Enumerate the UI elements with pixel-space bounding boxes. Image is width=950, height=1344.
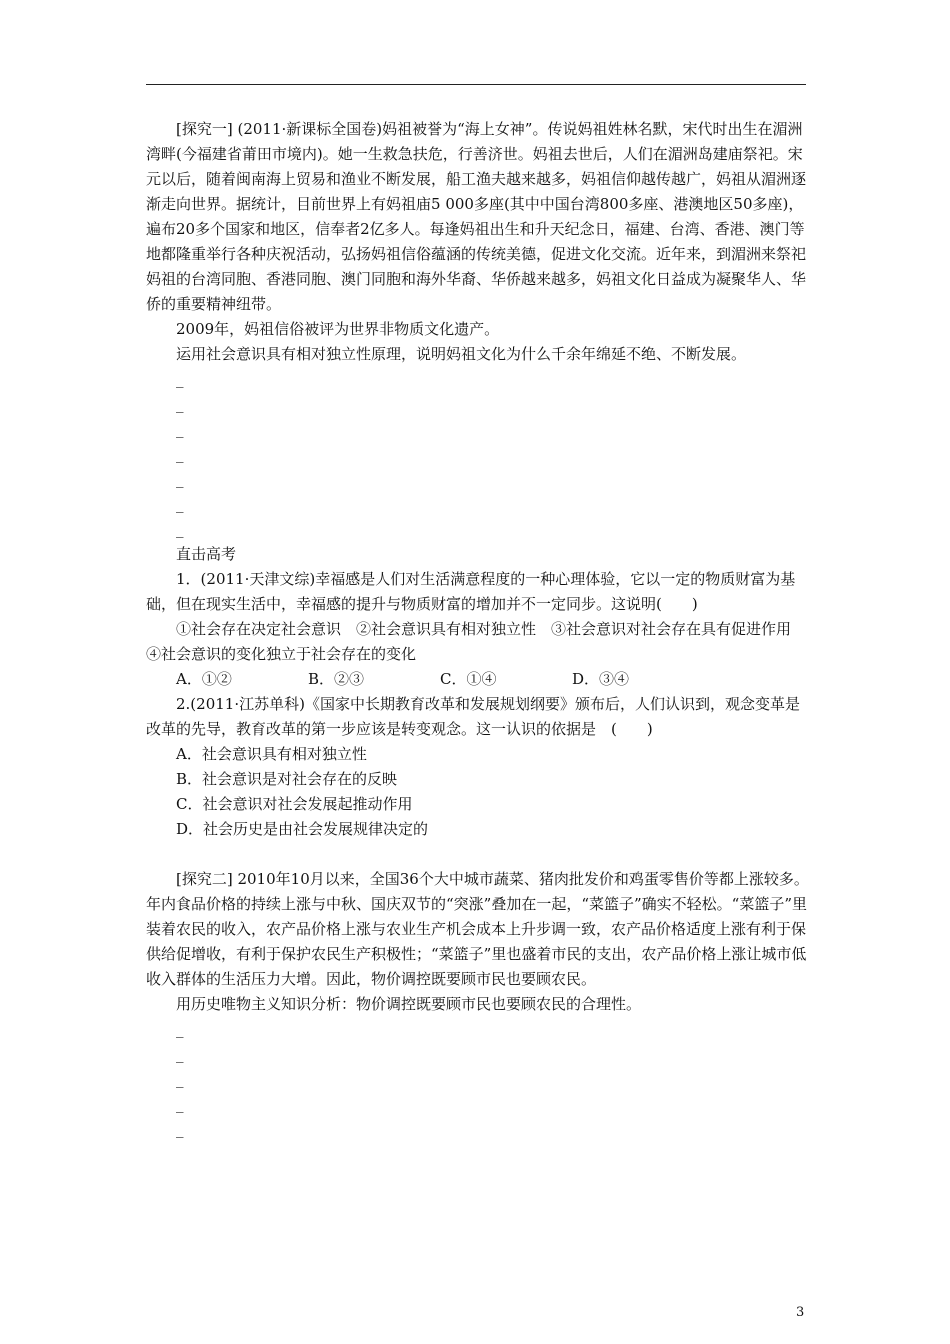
header-rule xyxy=(146,84,806,85)
q2-option-a[interactable]: A．社会意识具有相对独立性 xyxy=(176,745,367,763)
answer-blank[interactable]: _ xyxy=(176,520,184,538)
q2-option-c[interactable]: C．社会意识对社会发展起推动作用 xyxy=(176,795,413,813)
q1-option-a[interactable]: A．①② xyxy=(176,670,232,688)
answer-blank[interactable]: _ xyxy=(176,1070,184,1088)
q1-option-d[interactable]: D．③④ xyxy=(572,670,630,688)
answer-blank[interactable]: _ xyxy=(176,1020,184,1038)
inquiry2-paragraph: [探究二] 2010年10月以来，全国36个大中城市蔬菜、猪肉批发价和鸡蛋零售价等都上涨较多。年内食品价格的持续上涨与中秋、国庆双节的“突涨”叠加在一起，“菜篮子”确实不轻松。“菜篮子”里装着农民的收入，农产品价格上涨与农业生产机会成本上升步调一致，农产品价格适度上涨有利于保供给促增收，有利于保护农民生产积极性；“菜篮子”里也盛着市民的支出，农产品价格上涨让城市低收入群体的生活压力大增。因此，物价调控既要顾市民也要顾农民。 xyxy=(146,870,809,988)
answer-blank[interactable]: _ xyxy=(176,470,184,488)
inquiry1-line2: 2009年，妈祖信俗被评为世界非物质文化遗产。 xyxy=(176,320,500,338)
q1-option-c[interactable]: C．①④ xyxy=(440,670,497,688)
q1-statements: ①社会存在决定社会意识 ②社会意识具有相对独立性 ③社会意识对社会存在具有促进作用 ④社会意识的变化独立于社会存在的变化 xyxy=(146,620,807,663)
q2-option-d[interactable]: D．社会历史是由社会发展规律决定的 xyxy=(176,820,429,838)
q2-stem: 2.(2011·江苏单科)《国家中长期教育改革和发展规划纲要》颁布后，人们认识到，观念变革是改革的先导，教育改革的第一步应该是转变观念。这一认识的依据是 ( ) xyxy=(146,695,800,738)
answer-blank[interactable]: _ xyxy=(176,445,184,463)
answer-blank[interactable]: _ xyxy=(176,1095,184,1113)
spacer xyxy=(146,842,810,867)
inquiry1-question: 运用社会意识具有相对独立性原理，说明妈祖文化为什么千余年绵延不绝、不断发展。 xyxy=(176,345,747,363)
answer-blank[interactable]: _ xyxy=(176,370,184,388)
page-number: 3 xyxy=(796,1305,805,1320)
q2-option-b[interactable]: B．社会意识是对社会存在的反映 xyxy=(176,770,398,788)
answer-blank[interactable]: _ xyxy=(176,1120,184,1138)
answer-blank[interactable]: _ xyxy=(176,1045,184,1063)
section-title: 直击高考 xyxy=(176,545,237,563)
inquiry1-paragraph: [探究一] (2011·新课标全国卷)妈祖被誉为“海上女神”。传说妈祖姓林名默，宋代时出生在湄洲湾畔(今福建省莆田市境内)。她一生救急扶危，行善济世。妈祖去世后，人们在湄洲岛建庙祭祀。宋元以后，随着闽南海上贸易和渔业不断发展，船工渔夫越来越多，妈祖信仰越传越广，妈祖从湄洲逐渐走向世界。据统计，目前世界上有妈祖庙5 000多座(其中中国台湾800多座、港澳地区50多座)，遍布20多个国家和地区，信奉者2亿多人。每逢妈祖出生和升天纪念日，福建、台湾、香港、澳门等地都隆重举行各种庆祝活动，弘扬妈祖信俗蕴涵的传统美德，促进文化交流。近年来，到湄洲来祭祀妈祖的台湾同胞、香港同胞、澳门同胞和海外华裔、华侨越来越多，妈祖文化日益成为凝聚华人、华侨的重要精神纽带。 xyxy=(146,120,807,313)
document-body xyxy=(146,117,810,1142)
q1-stem: 1．(2011·天津文综)幸福感是人们对生活满意程度的一种心理体验，它以一定的物质财富为基础，但在现实生活中，幸福感的提升与物质财富的增加并不一定同步。这说明( ) xyxy=(146,570,796,613)
q1-option-b[interactable]: B．②③ xyxy=(308,670,365,688)
inquiry2-question: 用历史唯物主义知识分析：物价调控既要顾市民也要顾农民的合理性。 xyxy=(176,995,642,1013)
q1-options xyxy=(146,667,810,692)
answer-blank[interactable]: _ xyxy=(176,420,184,438)
answer-blank[interactable]: _ xyxy=(176,395,184,413)
answer-blank[interactable]: _ xyxy=(176,495,184,513)
